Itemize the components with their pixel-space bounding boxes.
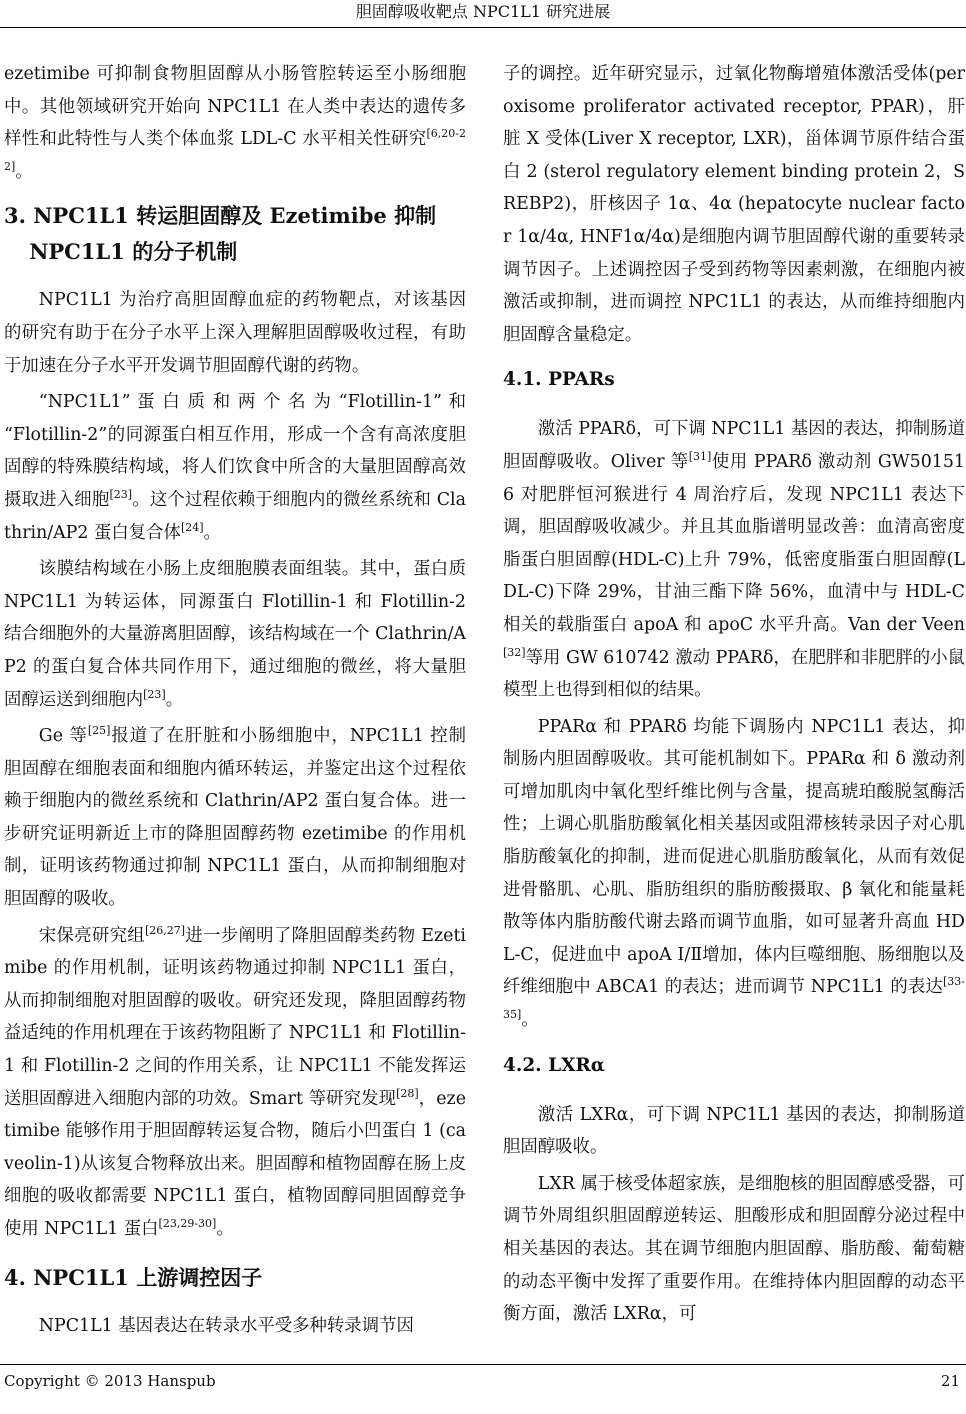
- paragraph: LXR 属于核受体超家族，是细胞核的胆固醇感受器，可调节外周组织胆固醇逆转运、胆酸形成和胆固醇分泌过程中相关基因的表达。其在调节细胞内胆固醇、脂肪酸、葡萄糖的动态平衡中发挥了重要作用。在维持体内胆固醇的动态平衡方面，激活 LXRα，可: [503, 1173, 965, 1325]
- subsection-heading: 4.2. LXRα: [503, 1054, 606, 1076]
- citation: [23]: [109, 488, 133, 502]
- paragraph: PPARα 和 PPARδ 均能下调肠内 NPC1L1 表达，抑制肠内胆固醇吸收。其可能机制如下。PPARα 和 δ 激动剂可增加肌肉中氧化型纤维比例与含量，提高琥珀酸脱氢酶活性；上调心肌脂肪酸氧化相关基因或阻滞核转录因子对心肌脂肪酸氧化的抑制，进而促进心肌脂肪酸氧化，从而有效促进骨骼肌、心肌、脂肪组织的脂肪酸摄取、β 氧化和能量耗散等体内脂肪酸代谢去路而调节血脂，如可显著升高血 HDL-C，促进血中 apoA Ⅰ/Ⅱ增加，体内巨噬细胞、肠细胞以及纤维细胞中 ABCA1 的表达；进而调节 NPC1L1 的表达[33-35]。: [503, 716, 965, 1031]
- running-title: 胆固醇吸收靶点 NPC1L1 研究进展: [355, 2, 611, 21]
- section-heading: 4. NPC1L1 上游调控因子: [4, 1264, 263, 1290]
- left-column: [4, 58, 466, 1346]
- subsection-heading: 4.1. PPARs: [503, 369, 615, 391]
- citation: [31]: [688, 450, 712, 464]
- citation: [24]: [180, 520, 204, 534]
- citation: [25]: [87, 724, 111, 738]
- citation: [6,20-22]: [4, 127, 466, 173]
- paragraph: NPC1L1 为治疗高胆固醇血症的药物靶点，对该基因的研究有助于在分子水平上深入理解胆固醇吸收过程，有助于加速在分子水平开发调节胆固醇代谢的药物。: [4, 290, 466, 376]
- running-head: [0, 0, 966, 26]
- citation: [26,27]: [145, 923, 186, 937]
- footer-rule: [0, 1364, 966, 1365]
- paragraph: 子的调控。近年研究显示，过氧化物酶增殖体激活受体(peroxisome proliferator activated receptor, PPAR)，肝脏 X 受体(Liver X receptor, LXR)，甾体调节原件结合蛋白 2 (sterol regulatory element binding protein 2，SREBP2)，肝核因子 1α、4α (hepatocyte nuclear factor 1α/4α, HNF1α/4α)是细胞内调节胆固醇代谢的重要转录调节因子。上述调控因子受到药物等因素刺激，在细胞内被激活或抑制，进而调控 NPC1L1 的表达，从而维持细胞内胆固醇含量稳定。: [503, 64, 965, 345]
- paragraph: 激活 LXRα，可下调 NPC1L1 基因的表达，抑制肠道胆固醇吸收。: [503, 1104, 965, 1158]
- paragraph: 激活 PPARδ，可下调 NPC1L1 基因的表达，抑制肠道胆固醇吸收。Oliver 等[31]使用 PPARδ 激动剂 GW501516 对肥胖恒河猴进行 4 周治疗后，发现 NPC1L1 表达下调，胆固醇吸收减少。并且其血脂谱明显改善：血清高密度脂蛋白胆固醇(HDL-C)上升 79%，低密度脂蛋白胆固醇(LDL-C)下降 29%，甘油三酯下降 56%，血清中与 HDL-C 相关的载脂蛋白 apoA 和 apoC 水平升高。Van der Veen[32]等用 GW 610742 激动 PPARδ，在肥胖和非肥胖的小鼠模型上也得到相似的结果。: [503, 419, 965, 701]
- citation: [23,29-30]: [158, 1217, 217, 1231]
- right-column: [503, 58, 965, 1335]
- paragraph: 该膜结构域在小肠上皮细胞膜表面组装。其中，蛋白质 NPC1L1 为转运体，同源蛋白 Flotillin-1 和 Flotillin-2 结合细胞外的大量游离胆固醇，该结构域在一个 Clathrin/AP2 的蛋白复合体共同作用下，通过细胞的微丝，将大量胆固醇运送到细胞内[23]。: [4, 559, 466, 710]
- copyright-notice: Copyright © 2013 Hanspub: [4, 1372, 216, 1390]
- paragraph: 宋保亮研究组[26,27]进一步阐明了降胆固醇类药物 Ezetimibe 的作用机制，证明该药物通过抑制 NPC1L1 蛋白，从而抑制细胞对胆固醇的吸收。研究还发现，降胆固醇药物益适纯的作用机理在于该药物阻断了 NPC1L1 和 Flotillin-1 和 Flotillin-2 之间的作用关系，让 NPC1L1 不能发挥运送胆固醇进入细胞内部的功效。Smart 等研究发现[28]，ezetimibe 能够作用于胆固醇转运复合物，随后小凹蛋白 1 (caveolin-1)从该复合物释放出来。胆固醇和植物固醇在肠上皮细胞的吸收都需要 NPC1L1 蛋白，植物固醇同胆固醇竞争使用 NPC1L1 蛋白[23,29-30]。: [4, 923, 466, 1239]
- page-number: 21: [940, 1372, 960, 1390]
- citation: [33-35]: [503, 975, 965, 1022]
- citation: [28]: [396, 1086, 419, 1100]
- paragraph: “NPC1L1” 蛋 白 质 和 两 个 名 为 “Flotillin-1” 和 “Flotillin-2”的同源蛋白相互作用，形成一个含有高浓度胆固醇的特殊膜结构域，将人们饮食中所含的大量胆固醇高效摄取进入细胞[23]。这个过程依赖于细胞内的微丝系统和 Clathrin/AP2 蛋白复合体[24]。: [4, 392, 466, 543]
- paragraph: ezetimibe 可抑制食物胆固醇从小肠管腔转运至小肠细胞中。其他领域研究开始向 NPC1L1 在人类中表达的遗传多样性和此特性与人类个体血浆 LDL-C 水平相关性研究[6,20-22]。: [4, 64, 466, 182]
- citation: [32]: [503, 645, 526, 659]
- header-rule: [0, 27, 966, 28]
- section-heading: 3. NPC1L1 转运胆固醇及 Ezetimibe 抑制 NPC1L1 的分子机制: [4, 203, 437, 265]
- citation: [23]: [143, 687, 166, 701]
- paragraph: Ge 等[25]报道了在肝脏和小肠细胞中，NPC1L1 控制胆固醇在细胞表面和细胞内循环转运，并鉴定出这个过程依赖于细胞内的微丝系统和 Clathrin/AP2 蛋白复合体。进一步研究证明新近上市的降胆固醇药物 ezetimibe 的作用机制，证明该药物通过抑制 NPC1L1 蛋白，从而抑制细胞对胆固醇的吸收。: [4, 724, 466, 910]
- paragraph: NPC1L1 基因表达在转录水平受多种转录调节因: [38, 1315, 414, 1336]
- page-footer: [0, 1366, 966, 1396]
